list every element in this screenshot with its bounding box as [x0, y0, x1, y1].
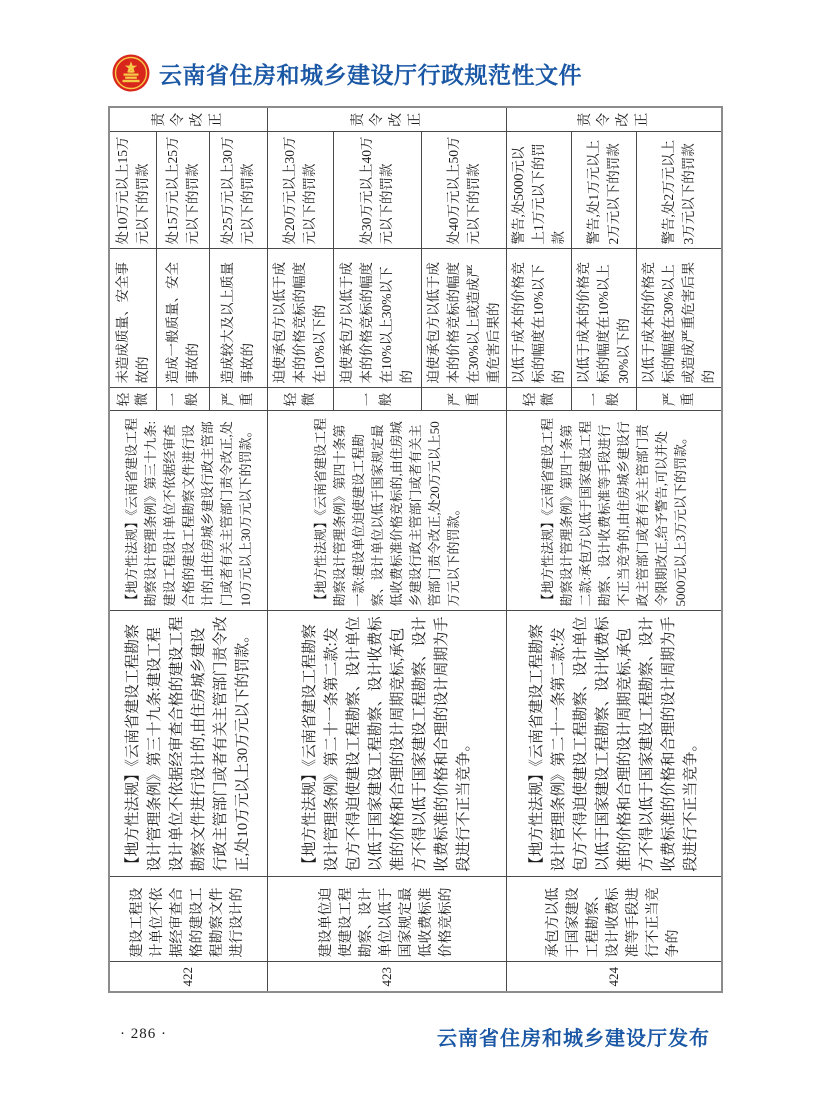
- circumstance-cell: 迫使承包方以低于成本的价格竞标的幅度在10%以上30%以下的: [333, 249, 421, 388]
- basis-narrow-cell: 【地方性法规】《云南省建设工程勘察设计管理条例》第三十九条:建设工程设计单位不依据经审查合格的建设工程勘察文件进行设计的,由住房城乡建设行政主管部门或者有关主管部门责令改正,处10万元以上30万元以下的罚款。: [109, 411, 267, 611]
- severity-cell: 轻微: [109, 388, 156, 411]
- severity-cell: 轻微: [267, 388, 333, 411]
- basis-narrow-cell: 【地方性法规】《云南省建设工程勘察设计管理条例》第四十条第二款:承包方以低于国家建设工程勘察、设计收费标准等手段进行不正当竞争的,由住房城乡建设行政主管部门或者有关主管部门责令限期改正,给予警告,可以并处5000元以上3万元以下的罚款。: [506, 411, 722, 611]
- penalty-cell: 警告,处1万元以上2万元以下的罚款: [571, 132, 636, 249]
- violation-cell: 承包方以低于国家建设工程勘察、设计收费标准等手段进行不正当竞争的: [506, 877, 722, 962]
- rotated-table-container: [108, 108, 716, 993]
- circumstance-cell: 以低于成本的价格竞标的幅度在10%以上30%以下的: [571, 249, 636, 388]
- national-emblem-icon: [112, 54, 150, 92]
- penalty-standards-table: [108, 106, 723, 993]
- circumstance-cell: 造成较大及以上质量事故的: [209, 249, 267, 388]
- severity-cell: 一般: [333, 388, 421, 411]
- penalty-cell: 处40万元以上50万元以下的罚款: [421, 132, 506, 249]
- circumstance-cell: 迫使承包方以低于成本的价格竞标的幅度在10%以下的: [267, 249, 333, 388]
- severity-cell: 严重: [421, 388, 506, 411]
- basis-wide-cell: 【地方性法规】《云南省建设工程勘察设计管理条例》第三十九条:建设工程设计单位不依据经审查合格的建设工程勘察文件进行设计的,由住房城乡建设行政主管部门或者有关主管部门责令改正,处10万元以上30万元以下的罚款。: [109, 611, 267, 877]
- order-cell: 责令改正: [506, 107, 722, 132]
- table-row: [109, 107, 156, 992]
- seq-cell: 424: [506, 962, 722, 992]
- circumstance-cell: 未造成质量、安全事故的: [109, 249, 156, 388]
- circumstance-cell: 以低于成本的价格竞标的幅度在30%以上或造成严重危害后果的: [636, 249, 722, 388]
- penalty-cell: 警告,处5000元以上1万元以下的罚款: [506, 132, 571, 249]
- circumstance-cell: 迫使承包方以低于成本的价格竞标的幅度在30%以上或造成严重危害后果的: [421, 249, 506, 388]
- seq-cell: 422: [109, 962, 267, 992]
- circumstance-cell: 造成一般质量、安全事故的: [156, 249, 209, 388]
- penalty-cell: 处20万元以上30万元以下的罚款: [267, 132, 333, 249]
- page-number: · 286 ·: [120, 1026, 167, 1042]
- penalty-cell: 处25万元以上30万元以下的罚款: [209, 132, 267, 249]
- table-row: [506, 107, 571, 992]
- violation-cell: 建设单位迫使建设工程勘察、设计单位以低于国家规定最低收费标准价格竞标的: [267, 877, 506, 962]
- order-cell: 责令改正: [109, 107, 267, 132]
- table-row: [267, 107, 333, 992]
- circumstance-cell: 以低于成本的价格竞标的幅度在10%以下的: [506, 249, 571, 388]
- violation-cell: 建设工程设计单位不依据经审查合格的建设工程勘察文件进行设计的: [109, 877, 267, 962]
- basis-wide-cell: 【地方性法规】《云南省建设工程勘察设计管理条例》第二十一条第二款:发包方不得迫使建设工程勘察、设计单位以低于国家建设工程勘察、设计收费标准的价格和合理的设计周期竞标,承包方不得以低于国家建设工程勘察、设计收费标准的价格和合理的设计周期为手段进行不正当竞争。: [267, 611, 506, 877]
- severity-cell: 轻微: [506, 388, 571, 411]
- penalty-cell: 处10万元以上15万元以下的罚款: [109, 132, 156, 249]
- page-title: 云南省住房和城乡建设厅行政规范性文件: [159, 62, 582, 88]
- penalty-cell: 处15万元以上25万元以下的罚款: [156, 132, 209, 249]
- severity-cell: 严重: [636, 388, 722, 411]
- penalty-cell: 警告,处2万元以上3万元以下的罚款: [636, 132, 722, 249]
- seq-cell: 423: [267, 962, 506, 992]
- severity-cell: 一般: [571, 388, 636, 411]
- severity-cell: 严重: [209, 388, 267, 411]
- severity-cell: 一般: [156, 388, 209, 411]
- publisher-label: 云南省住房和城乡建设厅发布: [437, 1028, 710, 1050]
- basis-wide-cell: 【地方性法规】《云南省建设工程勘察设计管理条例》第二十一条第二款:发包方不得迫使建设工程勘察、设计单位以低于国家建设工程勘察、设计收费标准的价格和合理的设计周期竞标,承包方不得以低于国家建设工程勘察、设计收费标准的价格和合理的设计周期为手段进行不正当竞争。: [506, 611, 722, 877]
- basis-narrow-cell: 【地方性法规】《云南省建设工程勘察设计管理条例》第四十条第一款:建设单位迫使建设工程勘察、设计单位以低于国家规定最低收费标准价格竞标的,由住房城乡建设行政主管部门或者有关主管部门责令改正,处20万元以上50万元以下的罚款。: [267, 411, 506, 611]
- page-header: [112, 54, 582, 92]
- order-cell: 责令改正: [267, 107, 506, 132]
- penalty-cell: 处30万元以上40万元以下的罚款: [333, 132, 421, 249]
